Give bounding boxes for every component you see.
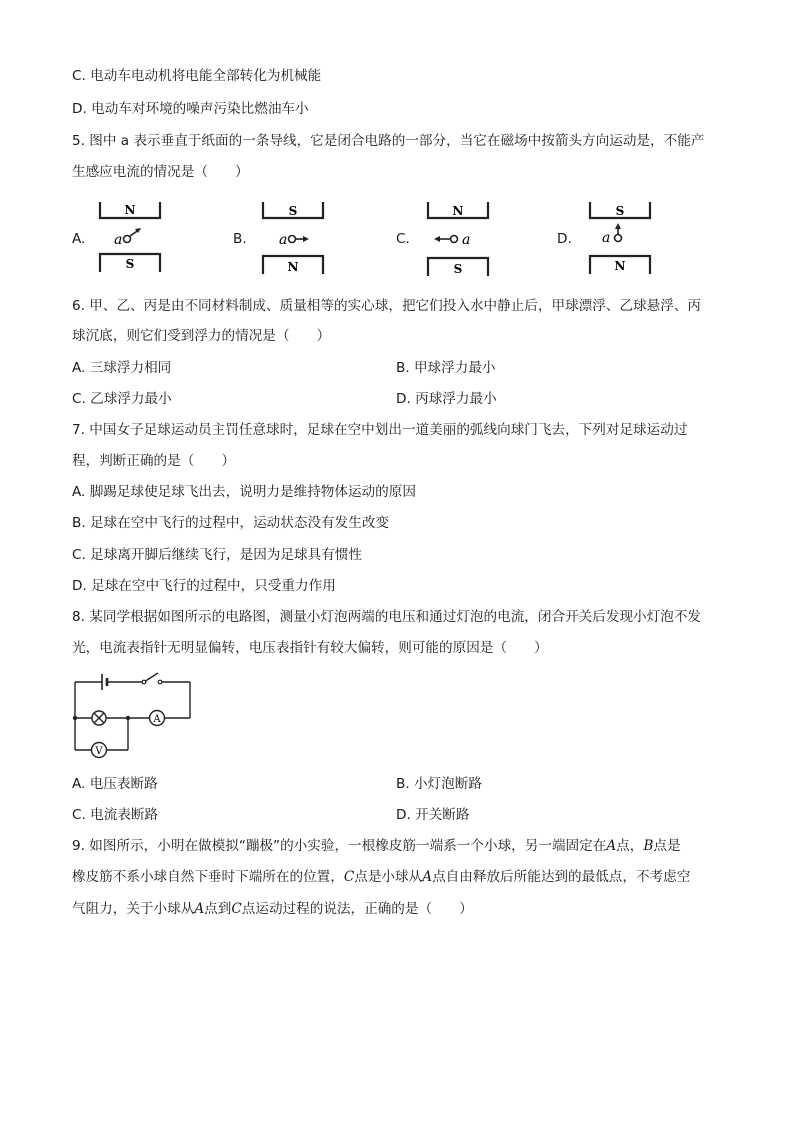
q5-figure-b xyxy=(254,196,334,278)
q8-option-d: D. 开关断路 xyxy=(396,807,470,823)
magnet-bottom-pole: S xyxy=(453,262,463,276)
wire-label: a xyxy=(279,232,288,248)
q5-stem-line1: 5. 图中 a 表示垂直于纸面的一条导线，它是闭合电路的一部分，当它在磁场中按箭头方向运动是，不能产 xyxy=(72,133,705,149)
q9-point-b: B xyxy=(643,838,654,854)
q9-text: 点是小球从 xyxy=(354,869,423,885)
q9-text: 点是 xyxy=(653,838,681,854)
wire-label: a xyxy=(114,232,123,248)
wire-label: a xyxy=(462,232,471,248)
q7-option-c: C. 足球离开脚后继续飞行，是因为足球具有惯性 xyxy=(72,547,363,563)
q7-stem-line1: 7. 中国女子足球运动员主罚任意球时，足球在空中划出一道美丽的弧线向球门飞去，下列对足球运动过 xyxy=(72,422,688,438)
switch-lever xyxy=(146,673,159,681)
q9-point-a: A xyxy=(194,901,205,917)
q4-option-d: D. 电动车对环境的噪声污染比燃油车小 xyxy=(72,101,309,117)
q9-text: 9. 如图所示，小明在做模拟“蹦极”的小实验，一根橡皮筋一端系一个小球，另一端固定在 xyxy=(72,838,607,854)
q7-option-b: B. 足球在空中飞行的过程中，运动状态没有发生改变 xyxy=(72,515,390,531)
magnet-bottom-pole: S xyxy=(125,257,135,271)
junction-dot xyxy=(126,716,130,720)
magnet-bottom-pole: N xyxy=(287,260,299,274)
ammeter-label: A xyxy=(153,714,161,725)
q7-option-a: A. 脚踢足球使足球飞出去，说明力是维持物体运动的原因 xyxy=(72,484,416,500)
q9-point-a: A xyxy=(422,869,433,885)
wire-cross-section xyxy=(615,235,622,242)
q9-point-c: C xyxy=(231,901,242,917)
wire-cross-section xyxy=(451,236,458,243)
q8-stem-line2: 光，电流表指针无明显偏转，电压表指针有较大偏转，则可能的原因是（ ） xyxy=(72,640,548,656)
q6-option-a: A. 三球浮力相同 xyxy=(72,360,172,376)
junction-dot xyxy=(73,716,77,720)
magnet-top-pole: S xyxy=(288,204,298,218)
q5-fig-b-label: B. xyxy=(233,231,247,247)
q6-stem-line1: 6. 甲、乙、丙是由不同材料制成、质量相等的实心球，把它们投入水中静止后，甲球漂浮、乙球悬浮、丙 xyxy=(72,298,702,314)
q8-option-c: C. 电流表断路 xyxy=(72,807,159,823)
motion-arrow-head xyxy=(615,223,621,229)
switch-contact xyxy=(142,680,146,684)
q8-option-b: B. 小灯泡断路 xyxy=(396,776,482,792)
q7-stem-line2: 程，判断正确的是（ ） xyxy=(72,453,236,469)
q9-text: 点， xyxy=(616,838,644,854)
q9-text: 点到 xyxy=(204,901,232,917)
q6-option-b: B. 甲球浮力最小 xyxy=(396,360,496,376)
wire-cross-section xyxy=(289,236,296,243)
q5-stem-line2: 生感应电流的情况是（ ） xyxy=(72,164,249,180)
q8-stem-line1: 8. 某同学根据如图所示的电路图，测量小灯泡两端的电压和通过灯泡的电流，闭合开关后发现小灯泡不发 xyxy=(72,609,702,625)
motion-arrow-head xyxy=(434,236,440,242)
q9-text: 橡皮筋不系小球自然下垂时下端所在的位置， xyxy=(72,869,344,885)
q9-stem-line3 xyxy=(72,899,473,919)
q4-option-c: C. 电动车电动机将电能全部转化为机械能 xyxy=(72,68,322,84)
q5-fig-d-label: D. xyxy=(557,231,572,247)
q6-option-c: C. 乙球浮力最小 xyxy=(72,391,172,407)
q8-circuit-diagram xyxy=(66,668,198,766)
q6-option-d: D. 丙球浮力最小 xyxy=(396,391,497,407)
q9-text: 气阻力，关于小球从 xyxy=(72,901,195,917)
q9-text: 点自由释放后所能达到的最低点，不考虑空 xyxy=(432,869,691,885)
q5-figure-a xyxy=(92,196,172,278)
q9-point-a: A xyxy=(606,838,617,854)
q9-text: 点运动过程的说法，正确的是（ ） xyxy=(241,901,473,917)
q5-fig-a-label: A. xyxy=(72,231,86,247)
magnet-bottom-pole: N xyxy=(614,259,626,273)
q5-fig-c-label: C. xyxy=(396,231,410,247)
q7-option-d: D. 足球在空中飞行的过程中，只受重力作用 xyxy=(72,578,336,594)
q8-option-a: A. 电压表断路 xyxy=(72,776,158,792)
q6-stem-line2: 球沉底，则它们受到浮力的情况是（ ） xyxy=(72,328,331,344)
q9-point-c: C xyxy=(343,869,355,885)
q9-stem-line2 xyxy=(72,867,690,887)
switch-contact xyxy=(158,680,162,684)
q9-stem-line1 xyxy=(72,836,681,856)
wire-label: a xyxy=(602,230,611,246)
magnet-top-pole: N xyxy=(452,204,464,218)
q5-figure-c xyxy=(420,196,500,278)
magnet-top-pole: N xyxy=(124,203,136,217)
wire-cross-section xyxy=(124,236,131,243)
motion-arrow-head xyxy=(303,236,309,242)
magnet-top-pole: S xyxy=(615,204,625,218)
q5-figure-d xyxy=(582,196,662,278)
voltmeter-label: V xyxy=(95,746,103,757)
